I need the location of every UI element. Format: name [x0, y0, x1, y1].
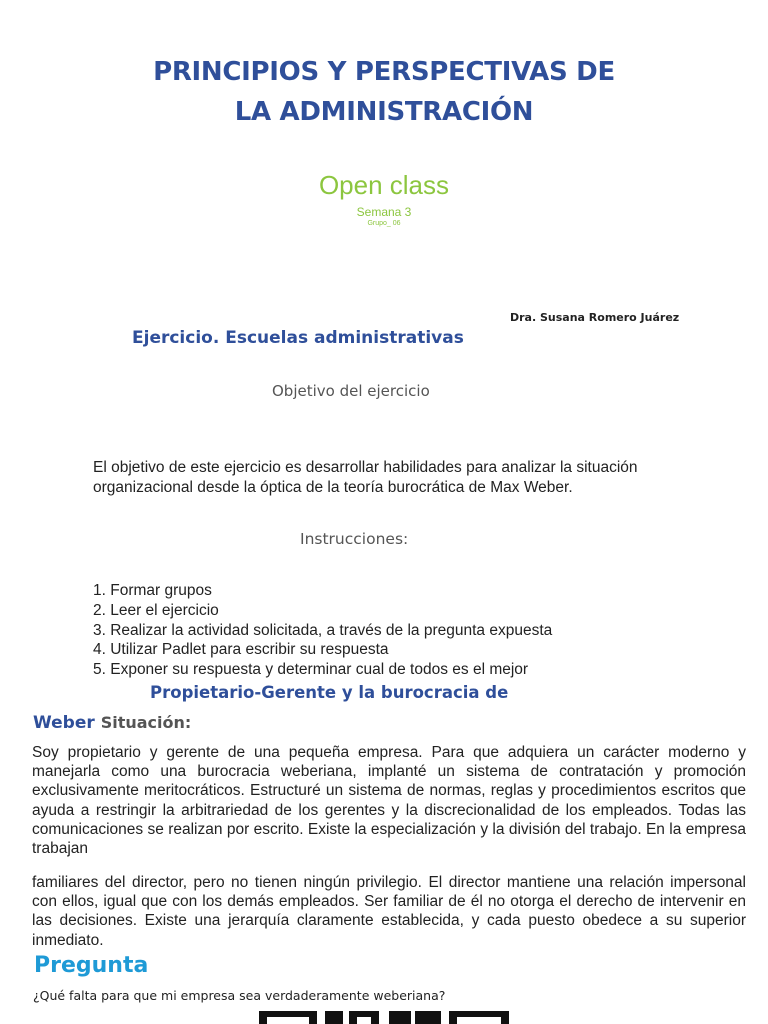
- instruction-item: 2. Leer el ejercicio: [93, 601, 219, 619]
- instruction-item: 4. Utilizar Padlet para escribir su respuesta: [93, 641, 389, 659]
- instruction-item: 1. Formar grupos: [93, 582, 212, 599]
- group-label: Grupo_ 06: [367, 220, 401, 227]
- situation-title: Propietario-Gerente y la burocracia de: [150, 683, 509, 702]
- situation-title-continuation: [33, 713, 191, 733]
- objective-heading: Objetivo del ejercicio: [272, 382, 430, 400]
- document-title-line-1: PRINCIPIOS Y PERSPECTIVAS DE: [153, 57, 615, 87]
- question-text: ¿Qué falta para que mi empresa sea verdaderamente weberiana?: [33, 988, 446, 1003]
- exercise-heading: Ejercicio. Escuelas administrativas: [132, 328, 464, 348]
- week-label: Semana 3: [356, 205, 412, 219]
- author-name: Dra. Susana Romero Juárez: [510, 311, 680, 324]
- situation-label: Situación:: [100, 713, 192, 732]
- situation-paragraph-2: familiares del director, pero no tienen ningún privilegio. El director mantiene una relación impersonal con ellos, igual que con los demás empleados. Ser familiar de él no otorga el derecho de intervenir en las decisiones. Existe una jerarquía claramente establecida, y cada puesto obedece a su superior inmediato.: [32, 874, 746, 949]
- instruction-item: 3. Realizar la actividad solicitada, a través de la pregunta expuesta: [93, 621, 553, 639]
- instruction-item: 5. Exponer su respuesta y determinar cual de todos es el mejor: [93, 661, 529, 679]
- instructions-heading: Instrucciones:: [300, 530, 409, 548]
- situation-paragraph-1: Soy propietario y gerente de una pequeña empresa. Para que adquiera un carácter moderno y manejarla como una burocracia weberiana, implanté un sistema de contratación y promoción exclusivamente meritocráticos. Estructuré un sistema de normas, reglas y procedimientos escritos que ayuda a restringir la arbitrariedad de los gerentes y la discrecionalidad de los empleados. Todas las comunicaciones se realizan por escrito. Existe la especialización y la división del trabajo. En la empresa trabajan: [32, 744, 746, 858]
- qr-code: [259, 1011, 509, 1024]
- objective-text: El objetivo de este ejercicio es desarrollar habilidades para analizar la situación organizacional desde la óptica de la teoría burocrática de Max Weber.: [93, 459, 638, 496]
- document-title-line-2: LA ADMINISTRACIÓN: [234, 97, 534, 127]
- instructions-list: [93, 581, 693, 680]
- question-heading: Pregunta: [34, 953, 149, 978]
- open-class-label: Open class: [318, 170, 450, 200]
- situation-title-end: Weber: [33, 713, 95, 733]
